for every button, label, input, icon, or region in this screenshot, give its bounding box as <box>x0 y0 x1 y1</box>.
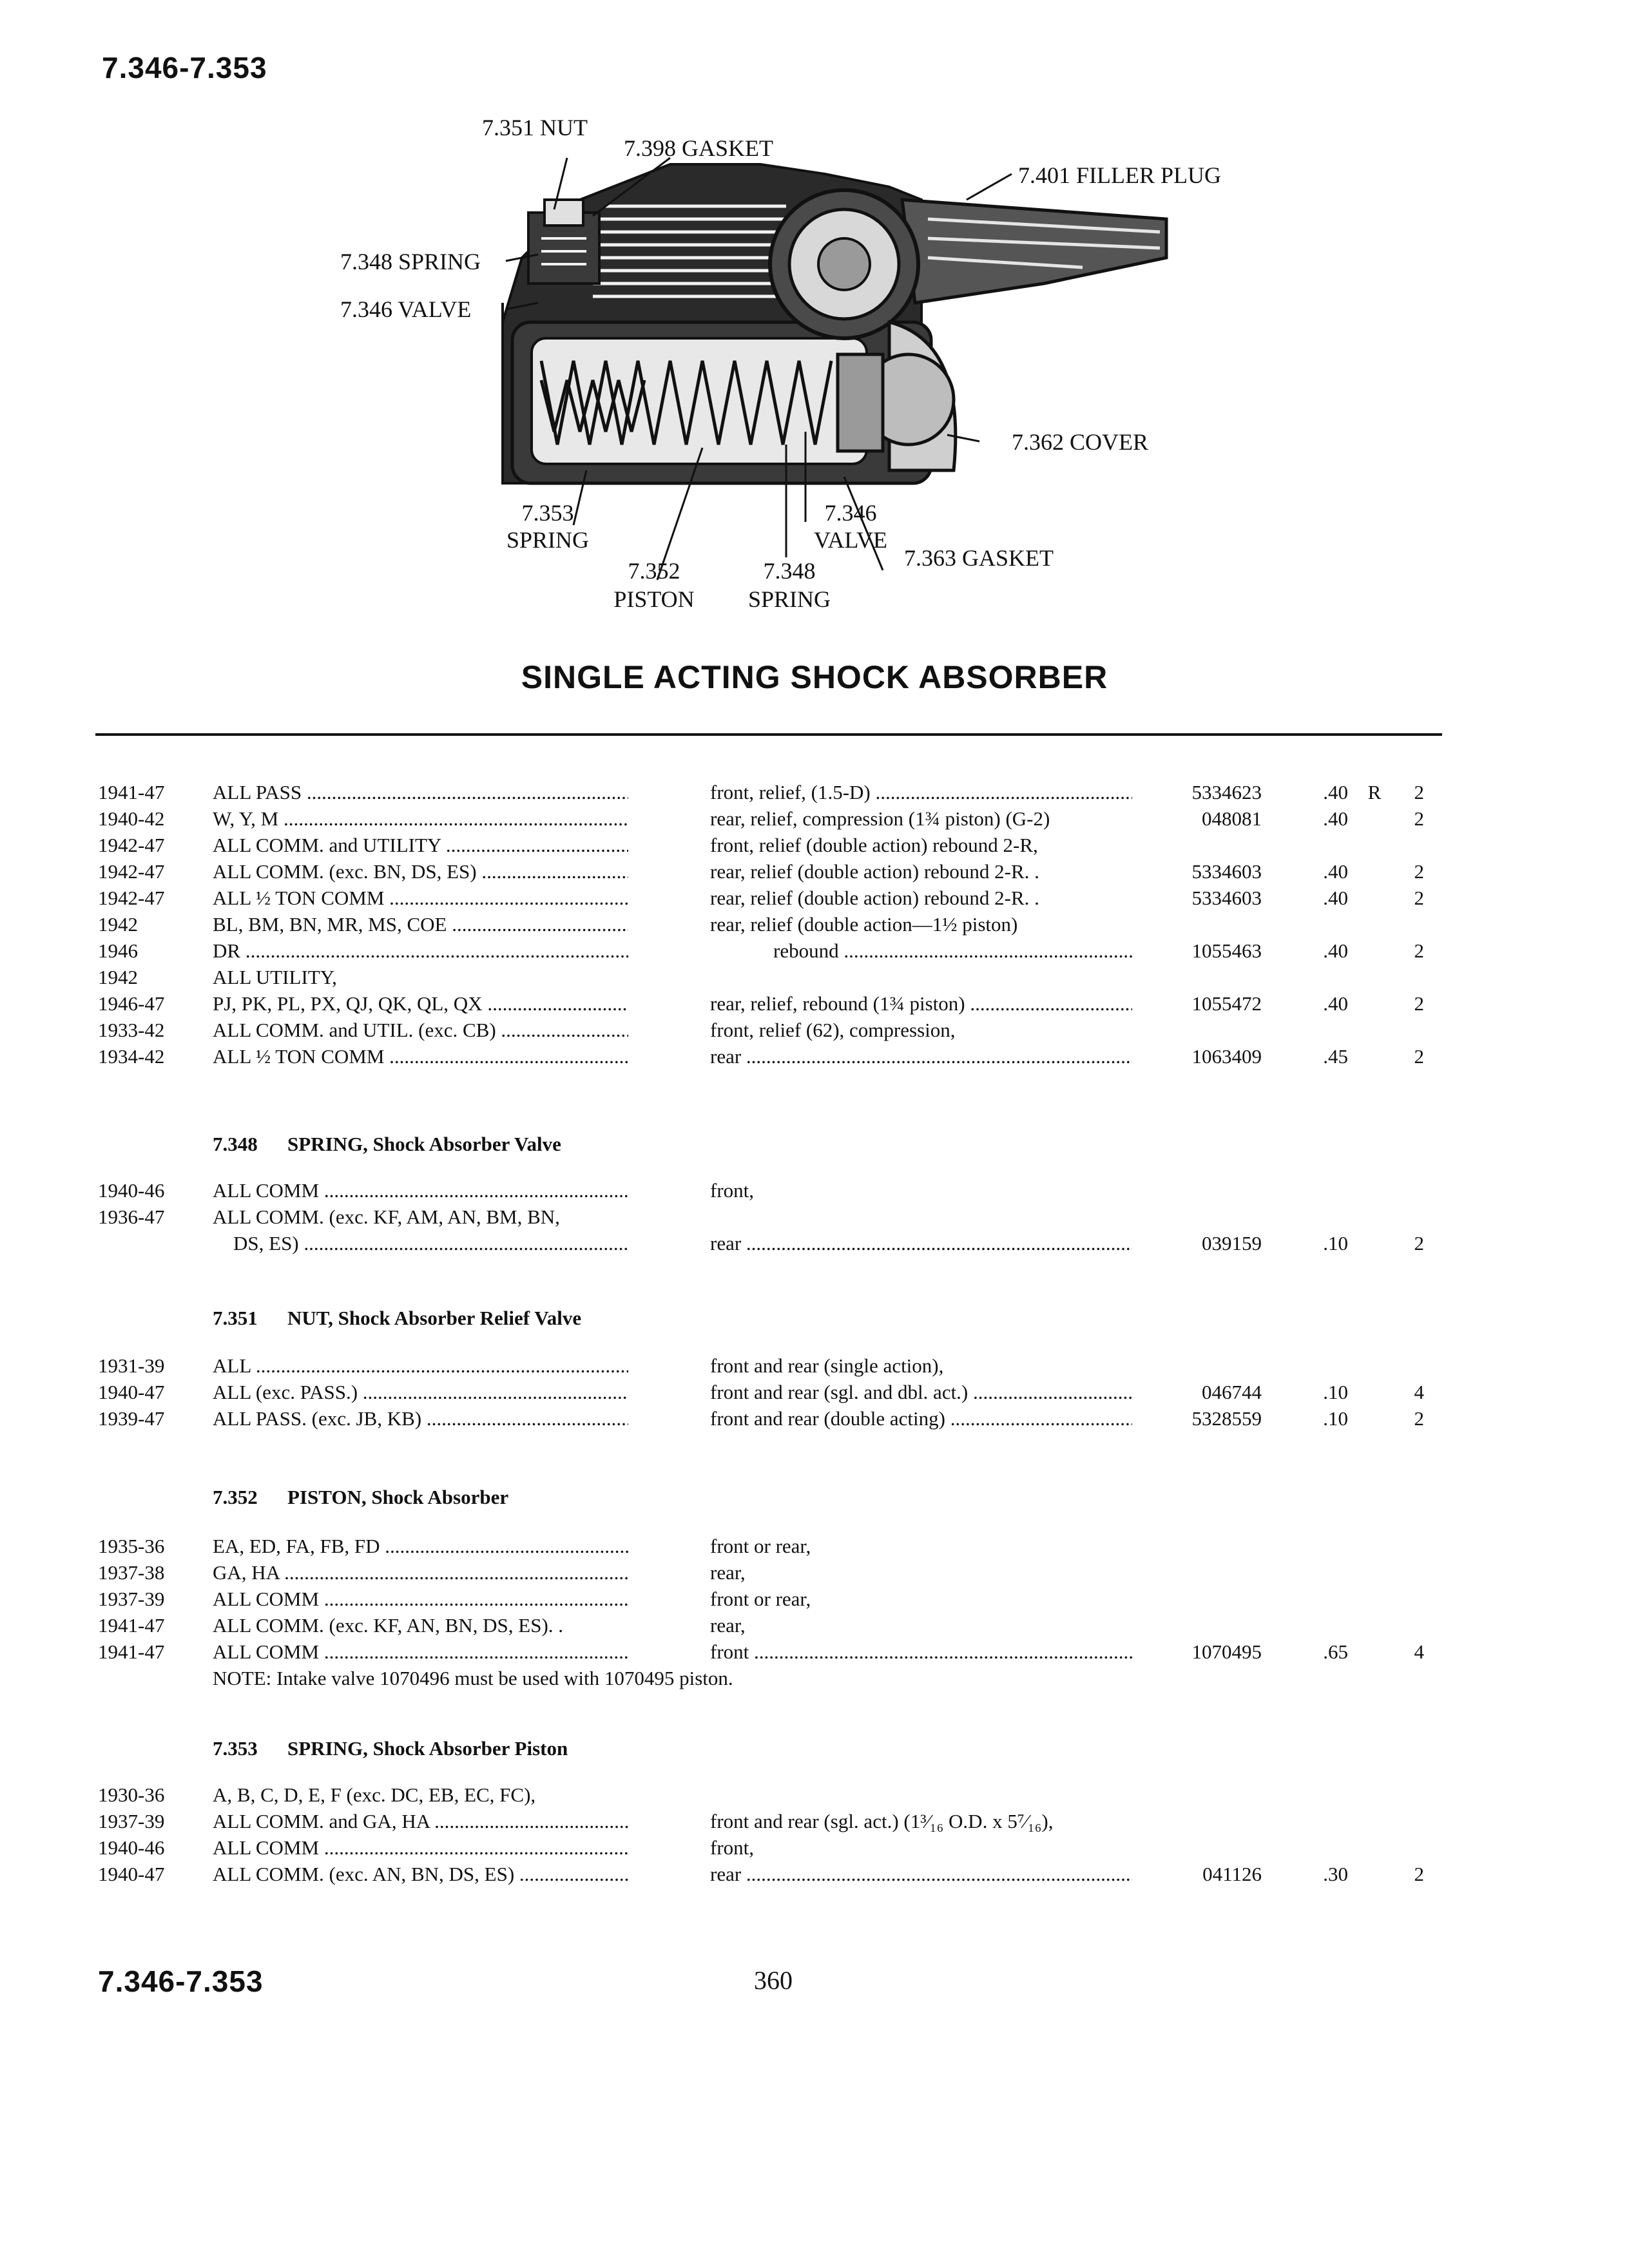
quantity-cell: 2 <box>1414 992 1424 1015</box>
section-title: NUT, Shock Absorber Relief Valve <box>287 1307 582 1329</box>
description-cell: rear, <box>710 1614 746 1637</box>
price-cell: .10 <box>1323 1232 1348 1254</box>
description-cell: rear ..... <box>710 1231 1132 1256</box>
year-cell: 1941-47 <box>98 1640 165 1663</box>
page-reference-top: 7.346-7.353 <box>102 51 267 84</box>
label-valve-bottom-word: VALVE <box>813 527 888 553</box>
label-spring-bottom-word: SPRING <box>506 527 590 553</box>
quantity-cell: 2 <box>1414 887 1424 909</box>
model-cell: ALL COMM. and UTIL. (exc. CB) ..... <box>213 1017 628 1043</box>
section-number: 7.353 <box>213 1737 258 1760</box>
model-cell: ALL UTILITY, <box>213 966 337 988</box>
description-cell: rear, relief (double action—1½ piston) <box>710 913 1018 936</box>
section-title: PISTON, Shock Absorber <box>287 1486 509 1508</box>
part-number-cell: 5334623 <box>1191 781 1262 803</box>
label-spring-bottom-number: 7.353 <box>521 500 574 526</box>
description-cell: rear, relief, rebound (1¾ piston) ..... <box>710 991 1132 1017</box>
model-cell: ALL COMM. and GA, HA ..... <box>213 1809 628 1834</box>
quantity-cell: 4 <box>1414 1640 1424 1663</box>
label-spring-mid-number: 7.348 <box>763 558 816 584</box>
price-cell: .30 <box>1323 1863 1348 1885</box>
year-cell: 1940-46 <box>98 1836 165 1859</box>
description-cell: rear, relief (double action) rebound 2-R. . <box>710 860 1039 883</box>
description-cell: front and rear (sgl. act.) (1³⁄₁₆ O.D. x 5⁷⁄₁₆), <box>710 1810 1054 1832</box>
price-cell: .40 <box>1323 860 1348 883</box>
model-cell: ALL PASS ..... <box>213 780 628 805</box>
model-cell: PJ, PK, PL, PX, QJ, QK, QL, QX ..... <box>213 991 628 1017</box>
page-reference-bottom: 7.346-7.353 <box>98 1965 264 1998</box>
year-cell: 1937-38 <box>98 1561 165 1584</box>
model-cell: ALL ½ TON COMM ..... <box>213 885 628 911</box>
year-cell: 1931-39 <box>98 1354 165 1377</box>
section-heading-7-352 <box>213 1486 508 1509</box>
year-cell: 1942-47 <box>98 887 165 909</box>
part-number-cell: 1055472 <box>1191 992 1262 1015</box>
price-cell: .45 <box>1323 1045 1348 1068</box>
price-cell: .40 <box>1323 807 1348 830</box>
part-number-cell: 5328559 <box>1191 1407 1262 1430</box>
model-cell: BL, BM, BN, MR, MS, COE ..... <box>213 912 628 937</box>
year-cell: 1940-47 <box>98 1863 165 1885</box>
quantity-cell: 2 <box>1414 939 1424 962</box>
part-number-cell: 046744 <box>1202 1381 1262 1403</box>
year-cell: 1939-47 <box>98 1407 165 1430</box>
description-cell: front, relief, (1.5-D) ..... <box>710 780 1132 805</box>
year-cell: 1937-39 <box>98 1588 165 1610</box>
part-number-cell: 048081 <box>1202 807 1262 830</box>
description-cell: rear ..... <box>710 1861 1132 1887</box>
model-cell: ALL COMM ..... <box>213 1835 628 1861</box>
r-flag-cell: R <box>1367 781 1382 803</box>
description-cell: front, <box>710 1179 755 1202</box>
model-cell: A, B, C, D, E, F (exc. DC, EB, EC, FC), <box>213 1783 536 1806</box>
model-cell: DS, ES) ..... <box>233 1231 628 1256</box>
model-cell: ALL PASS. (exc. JB, KB) ..... <box>213 1406 628 1432</box>
model-cell: ALL ½ TON COMM ..... <box>213 1044 628 1070</box>
label-cover: 7.362 COVER <box>1012 429 1149 455</box>
year-cell: 1940-47 <box>98 1381 165 1403</box>
part-number-cell: 1063409 <box>1191 1045 1262 1068</box>
section-heading-7-353 <box>213 1737 568 1760</box>
description-cell: front, relief (62), compression, <box>710 1019 956 1041</box>
section-heading-7-348 <box>213 1133 561 1156</box>
label-piston-number: 7.352 <box>628 558 680 584</box>
part-number-cell: 1055463 <box>1191 939 1262 962</box>
part-number-cell: 039159 <box>1202 1232 1262 1254</box>
year-cell: 1942 <box>98 913 138 936</box>
quantity-cell: 4 <box>1414 1381 1424 1403</box>
year-cell: 1942-47 <box>98 860 165 883</box>
description-cell: rear, relief, compression (1¾ piston) (G-2) <box>710 807 1050 830</box>
quantity-cell: 2 <box>1414 1045 1424 1068</box>
quantity-cell: 2 <box>1414 1863 1424 1885</box>
year-cell: 1941-47 <box>98 781 165 803</box>
label-gasket-top: 7.398 GASKET <box>624 135 773 161</box>
model-cell: ALL (exc. PASS.) ..... <box>213 1379 628 1405</box>
price-cell: .40 <box>1323 781 1348 803</box>
description-cell: rear ..... <box>710 1044 1132 1070</box>
label-filler-plug: 7.401 FILLER PLUG <box>1018 162 1221 188</box>
price-cell: .40 <box>1323 887 1348 909</box>
price-cell: .10 <box>1323 1407 1348 1430</box>
model-cell: GA, HA ..... <box>213 1560 628 1586</box>
section-number: 7.351 <box>213 1307 258 1329</box>
year-cell: 1936-47 <box>98 1206 165 1228</box>
title-divider <box>95 733 1442 736</box>
description-cell: front or rear, <box>710 1535 811 1557</box>
year-cell: 1941-47 <box>98 1614 165 1637</box>
model-cell: ALL COMM. (exc. AN, BN, DS, ES) ..... <box>213 1861 628 1887</box>
section-note: NOTE: Intake valve 1070496 must be used with 1070495 piston. <box>213 1667 733 1689</box>
year-cell: 1930-36 <box>98 1783 165 1806</box>
section-title: SPRING, Shock Absorber Piston <box>287 1737 568 1760</box>
label-valve-bottom-number: 7.346 <box>824 500 877 526</box>
label-piston-word: PISTON <box>613 586 695 612</box>
year-cell: 1935-36 <box>98 1535 165 1557</box>
section-title: SPRING, Shock Absorber Valve <box>287 1133 561 1155</box>
section-heading-7-351 <box>213 1307 581 1330</box>
description-cell: rear, <box>710 1561 746 1584</box>
price-cell: .65 <box>1323 1640 1348 1663</box>
model-cell: ALL COMM. (exc. KF, AN, BN, DS, ES). . <box>213 1614 564 1637</box>
description-cell: front and rear (double acting) ..... <box>710 1406 1132 1432</box>
part-number-cell: 5334603 <box>1191 887 1262 909</box>
description-cell: front, <box>710 1836 755 1859</box>
year-cell: 1937-39 <box>98 1810 165 1832</box>
quantity-cell: 2 <box>1414 781 1424 803</box>
year-cell: 1942-47 <box>98 834 165 856</box>
price-cell: .40 <box>1323 939 1348 962</box>
label-nut: 7.351 NUT <box>482 115 588 140</box>
model-cell: ALL COMM ..... <box>213 1586 628 1612</box>
shock-absorber-diagram <box>309 110 1263 644</box>
description-cell: front and rear (sgl. and dbl. act.) ..... <box>710 1379 1132 1405</box>
year-cell: 1942 <box>98 966 138 988</box>
description-cell: front ..... <box>710 1639 1132 1665</box>
model-cell: ALL COMM. and UTILITY ..... <box>213 832 628 858</box>
description-cell: front and rear (single action), <box>710 1354 944 1377</box>
model-cell: DR ..... <box>213 938 628 964</box>
year-cell: 1940-42 <box>98 807 165 830</box>
year-cell: 1940-46 <box>98 1179 165 1202</box>
section-number: 7.352 <box>213 1486 258 1508</box>
quantity-cell: 2 <box>1414 1232 1424 1254</box>
model-cell: ALL COMM ..... <box>213 1178 628 1204</box>
model-cell: EA, ED, FA, FB, FD ..... <box>213 1533 628 1559</box>
quantity-cell: 2 <box>1414 1407 1424 1430</box>
description-cell: rear, relief (double action) rebound 2-R. . <box>710 887 1039 909</box>
model-cell: ALL COMM ..... <box>213 1639 628 1665</box>
description-cell: front, relief (double action) rebound 2-R, <box>710 834 1038 856</box>
model-cell: ALL COMM. (exc. KF, AM, AN, BM, BN, <box>213 1206 560 1228</box>
model-cell: W, Y, M ..... <box>213 806 628 832</box>
price-cell: .10 <box>1323 1381 1348 1403</box>
page-title: SINGLE ACTING SHOCK ABSORBER <box>521 659 1108 695</box>
year-cell: 1934-42 <box>98 1045 165 1068</box>
year-cell: 1933-42 <box>98 1019 165 1041</box>
model-cell: ALL ..... <box>213 1353 628 1379</box>
part-number-cell: 1070495 <box>1191 1640 1262 1663</box>
year-cell: 1946-47 <box>98 992 165 1015</box>
quantity-cell: 2 <box>1414 860 1424 883</box>
year-cell: 1946 <box>98 939 138 962</box>
page-number: 360 <box>754 1966 793 1995</box>
quantity-cell: 2 <box>1414 807 1424 830</box>
part-number-cell: 5334603 <box>1191 860 1262 883</box>
label-spring-top: 7.348 SPRING <box>340 249 481 274</box>
price-cell: .40 <box>1323 992 1348 1015</box>
label-spring-mid-word: SPRING <box>747 586 831 612</box>
part-number-cell: 041126 <box>1202 1863 1262 1885</box>
label-valve-top: 7.346 VALVE <box>340 296 472 322</box>
label-gasket-bottom: 7.363 GASKET <box>904 545 1054 571</box>
description-cell: front or rear, <box>710 1588 811 1610</box>
model-cell: ALL COMM. (exc. BN, DS, ES) ..... <box>213 859 628 885</box>
section-number: 7.348 <box>213 1133 258 1155</box>
description-cell: rebound ..... <box>773 938 1132 964</box>
